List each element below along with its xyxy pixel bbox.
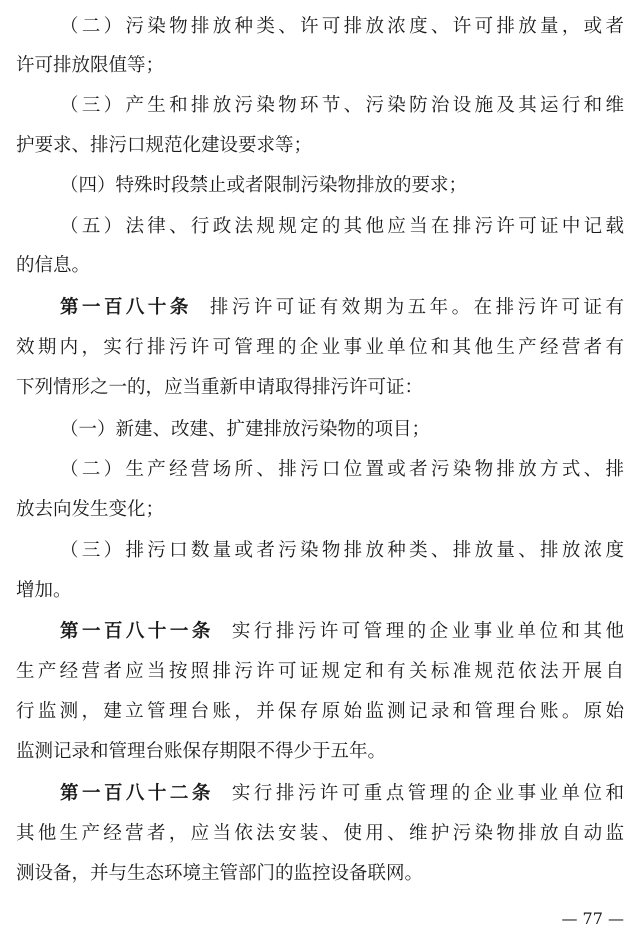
text-line: 其他生产经营者，应当依法安装、使用、维护污染物排放自动监 [16,823,624,844]
text-line: 增加。 [16,580,72,601]
text-line: 排污许可证有效期为五年。在排污许可证有 [209,297,624,318]
text-line: （三）排污口数量或者污染物排放种类、排放量、排放浓度 [60,540,624,561]
text-line: 护要求、排污口规范化建设要求等； [16,135,313,156]
text-line: （二）生产经营场所、排污口位置或者污染物排放方式、排 [60,459,624,480]
text-line: 行监测，建立管理台账，并保存原始监测记录和管理台账。原始 [16,701,624,722]
text-line: 许可排放限值等； [16,55,165,76]
article-heading: 第一百八十二条 [60,783,214,804]
text-line: 实行排污许可重点管理的企业事业单位和 [231,783,624,804]
page-number: — 77 — [561,909,624,928]
text-line: （四）特殊时段禁止或者限制污染物排放的要求； [60,175,468,196]
text-line: （一）新建、改建、扩建排放污染物的项目； [60,419,431,440]
article-heading: 第一百八十一条 [60,621,214,642]
article-182-line [16,779,624,809]
text-line: 放去向发生变化； [16,499,165,520]
text-line: 效期内，实行排污许可管理的企业事业单位和其他生产经营者有 [16,337,624,358]
article-heading: 第一百八十条 [60,297,192,318]
text-line: 下列情形之一的，应当重新申请取得排污许可证： [16,377,424,398]
text-line: 测设备，并与生态环境主管部门的监控设备联网。 [16,863,424,884]
article-181-line [16,617,624,647]
text-line: （二）污染物排放种类、许可排放浓度、许可排放量，或者 [60,16,624,37]
text-line: （三）产生和排放污染物环节、污染防治设施及其运行和维 [60,95,624,116]
text-line: 监测记录和管理台账保存期限不得少于五年。 [16,741,387,762]
text-line: 实行排污许可管理的企业事业单位和其他 [231,621,624,642]
text-line: 生产经营者应当按照排污许可证规定和有关标准规范依法开展自 [16,661,624,682]
text-line: 的信息。 [16,255,91,276]
article-180-line [16,293,624,323]
text-line: （五）法律、行政法规规定的其他应当在排污许可证中记载 [60,216,624,237]
